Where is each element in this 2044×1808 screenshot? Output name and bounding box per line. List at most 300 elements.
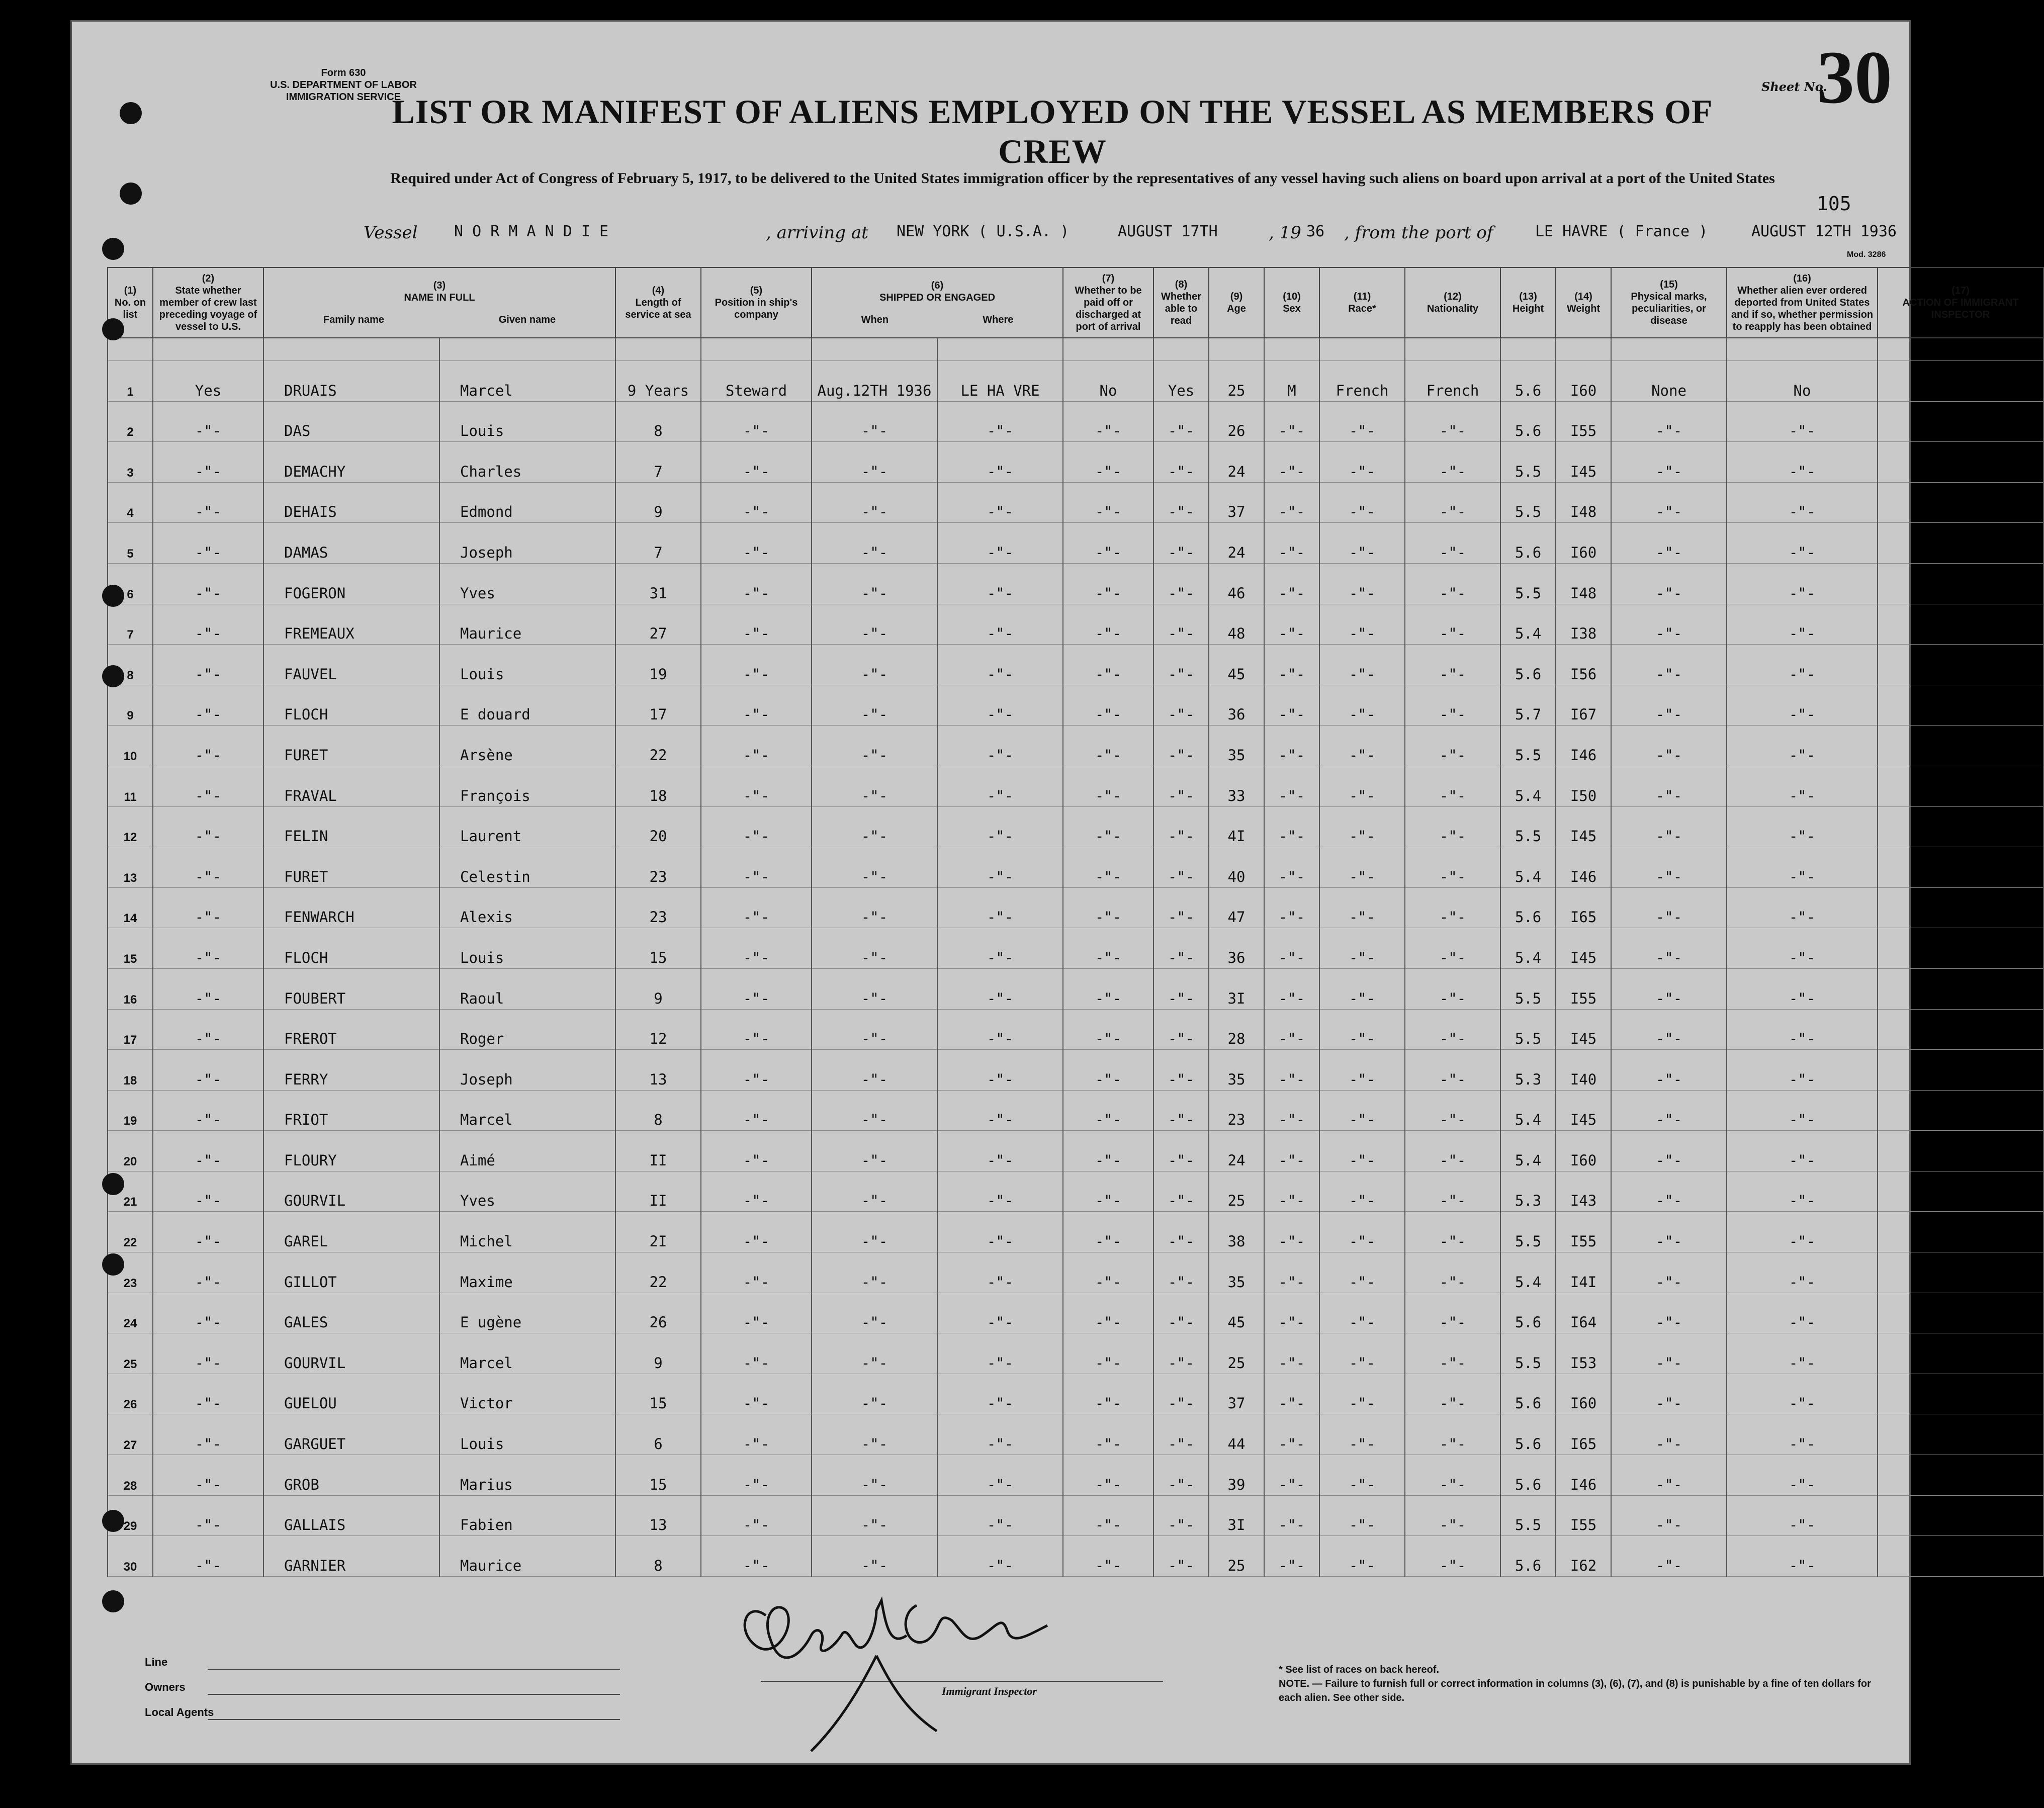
- weight-cell: I55: [1556, 401, 1611, 442]
- service-cell: 9 Years: [615, 361, 701, 402]
- family-name-cell: GARNIER: [263, 1536, 439, 1577]
- inspector-action-cell: [1878, 1414, 2043, 1455]
- sex-cell: M: [1264, 361, 1319, 402]
- family-name-cell: GROB: [263, 1455, 439, 1496]
- height-cell: 5.6: [1500, 1455, 1556, 1496]
- height-cell: 5.3: [1500, 1171, 1556, 1212]
- family-name-cell: FENWARCH: [263, 887, 439, 928]
- nationality-cell: -"-: [1405, 1536, 1500, 1577]
- physical-marks-cell: -"-: [1611, 442, 1727, 483]
- table-row: [108, 1212, 2043, 1252]
- age-cell: 33: [1209, 766, 1264, 806]
- nationality-cell: -"-: [1405, 968, 1500, 1009]
- weight-cell: I60: [1556, 1374, 1611, 1414]
- row-number-cell: 30: [108, 1536, 153, 1577]
- shipped-when-cell: -"-: [812, 806, 937, 847]
- table-row: [108, 1009, 2043, 1050]
- service-cell: 22: [615, 726, 701, 766]
- row-number-cell: 28: [108, 1455, 153, 1496]
- physical-marks-cell: -"-: [1611, 1455, 1727, 1496]
- column-number: (6): [931, 280, 944, 291]
- able-to-read-cell: -"-: [1153, 928, 1209, 969]
- age-cell: 36: [1209, 928, 1264, 969]
- spacer-row: [108, 338, 2043, 361]
- age-cell: 44: [1209, 1414, 1264, 1455]
- given-name-cell: Louis: [439, 645, 615, 685]
- height-cell: 5.6: [1500, 887, 1556, 928]
- column-header: [615, 267, 701, 338]
- prev-voyage-cell: -"-: [153, 928, 263, 969]
- age-cell: 4I: [1209, 806, 1264, 847]
- shipped-when-cell: -"-: [812, 847, 937, 888]
- sex-cell: -"-: [1264, 1171, 1319, 1212]
- column-header: [1405, 267, 1500, 338]
- paid-off-cell: -"-: [1063, 1293, 1153, 1333]
- position-cell: -"-: [701, 847, 812, 888]
- page-title: LIST OR MANIFEST OF ALIENS EMPLOYED ON THE VESSEL AS MEMBERS OF CREW: [392, 93, 1713, 170]
- sex-cell: -"-: [1264, 1009, 1319, 1050]
- family-name-cell: GOURVIL: [263, 1171, 439, 1212]
- able-to-read-cell: -"-: [1153, 1131, 1209, 1171]
- weight-cell: I46: [1556, 1455, 1611, 1496]
- column-number: (5): [750, 285, 763, 296]
- given-name-cell: E douard: [439, 685, 615, 726]
- inspector-action-cell: [1878, 1090, 2043, 1131]
- shipped-when-cell: -"-: [812, 928, 937, 969]
- arriving-label: , arriving at: [766, 223, 868, 243]
- able-to-read-cell: -"-: [1153, 1536, 1209, 1577]
- weight-cell: I60: [1556, 523, 1611, 564]
- column-number: (8): [1175, 279, 1188, 290]
- column-header: [1611, 267, 1727, 338]
- column-header: [1500, 267, 1556, 338]
- row-number-cell: 21: [108, 1171, 153, 1212]
- inspector-action-cell: [1878, 685, 2043, 726]
- service-cell: 26: [615, 1293, 701, 1333]
- service-cell: 6: [615, 1414, 701, 1455]
- table-row: [108, 1495, 2043, 1536]
- race-cell: -"-: [1319, 1131, 1405, 1171]
- height-cell: 5.5: [1500, 1009, 1556, 1050]
- arriving-port: NEW YORK ( U.S.A. ): [897, 223, 1070, 240]
- shipped-where-cell: LE HA VRE: [937, 361, 1063, 402]
- race-cell: -"-: [1319, 968, 1405, 1009]
- family-name-cell: FURET: [263, 726, 439, 766]
- weight-cell: I55: [1556, 968, 1611, 1009]
- form-number: Form 630: [321, 67, 366, 78]
- column-label: Length of service at sea: [625, 297, 691, 320]
- spacer-cell: [1878, 338, 2043, 361]
- position-cell: -"-: [701, 442, 812, 483]
- prev-voyage-cell: -"-: [153, 563, 263, 604]
- inspector-action-cell: [1878, 523, 2043, 564]
- shipped-when-cell: -"-: [812, 1009, 937, 1050]
- age-cell: 35: [1209, 726, 1264, 766]
- spacer-cell: [1611, 338, 1727, 361]
- deported-cell: -"-: [1727, 928, 1878, 969]
- shipped-where-cell: -"-: [937, 1455, 1063, 1496]
- vessel-line: [364, 223, 1912, 248]
- paid-off-cell: -"-: [1063, 887, 1153, 928]
- row-number-cell: 3: [108, 442, 153, 483]
- weight-cell: I43: [1556, 1171, 1611, 1212]
- physical-marks-cell: -"-: [1611, 563, 1727, 604]
- service-cell: 8: [615, 1536, 701, 1577]
- race-cell: -"-: [1319, 1212, 1405, 1252]
- weight-cell: I55: [1556, 1212, 1611, 1252]
- paid-off-cell: -"-: [1063, 563, 1153, 604]
- spacer-cell: [1319, 338, 1405, 361]
- position-cell: -"-: [701, 1009, 812, 1050]
- table-row: [108, 1252, 2043, 1293]
- service-cell: 15: [615, 1455, 701, 1496]
- age-cell: 37: [1209, 1374, 1264, 1414]
- spacer-cell: [439, 338, 615, 361]
- table-row: [108, 1090, 2043, 1131]
- column-number: (3): [433, 280, 446, 291]
- sex-cell: -"-: [1264, 685, 1319, 726]
- service-cell: 9: [615, 1333, 701, 1374]
- age-cell: 24: [1209, 1131, 1264, 1171]
- physical-marks-cell: -"-: [1611, 1131, 1727, 1171]
- shipped-when-cell: -"-: [812, 523, 937, 564]
- column-header: [1878, 267, 2043, 338]
- deported-cell: -"-: [1727, 1374, 1878, 1414]
- family-name-cell: DAMAS: [263, 523, 439, 564]
- weight-cell: I38: [1556, 604, 1611, 645]
- column-label: Age: [1227, 303, 1246, 314]
- service-name: IMMIGRATION SERVICE: [286, 92, 401, 103]
- prev-voyage-cell: -"-: [153, 1212, 263, 1252]
- inspector-action-cell: [1878, 645, 2043, 685]
- spacer-cell: [108, 338, 153, 361]
- inspector-action-cell: [1878, 847, 2043, 888]
- deported-cell: -"-: [1727, 645, 1878, 685]
- from-label: , from the port of: [1344, 223, 1493, 243]
- family-name-cell: FLOCH: [263, 928, 439, 969]
- table-row: [108, 1293, 2043, 1333]
- paid-off-cell: -"-: [1063, 1050, 1153, 1091]
- given-name-cell: Alexis: [439, 887, 615, 928]
- position-cell: -"-: [701, 1212, 812, 1252]
- physical-marks-cell: -"-: [1611, 968, 1727, 1009]
- height-cell: 5.5: [1500, 563, 1556, 604]
- sex-cell: -"-: [1264, 1374, 1319, 1414]
- able-to-read-cell: -"-: [1153, 766, 1209, 806]
- prev-voyage-cell: -"-: [153, 1293, 263, 1333]
- deported-cell: -"-: [1727, 847, 1878, 888]
- given-name-cell: Louis: [439, 401, 615, 442]
- table-row: [108, 806, 2043, 847]
- service-cell: 13: [615, 1050, 701, 1091]
- table-header: [108, 267, 2043, 338]
- shipped-when-cell: -"-: [812, 1131, 937, 1171]
- column-number: (10): [1283, 291, 1301, 302]
- service-cell: 9: [615, 968, 701, 1009]
- nationality-cell: -"-: [1405, 1212, 1500, 1252]
- race-cell: -"-: [1319, 928, 1405, 969]
- shipped-when-cell: -"-: [812, 1455, 937, 1496]
- spacer-cell: [937, 338, 1063, 361]
- race-cell: -"-: [1319, 523, 1405, 564]
- weight-cell: I60: [1556, 361, 1611, 402]
- physical-marks-cell: -"-: [1611, 1536, 1727, 1577]
- paid-off-cell: -"-: [1063, 766, 1153, 806]
- shipped-where-cell: -"-: [937, 806, 1063, 847]
- given-name-cell: Joseph: [439, 523, 615, 564]
- able-to-read-cell: -"-: [1153, 806, 1209, 847]
- shipped-when-cell: -"-: [812, 1050, 937, 1091]
- physical-marks-cell: -"-: [1611, 847, 1727, 888]
- column-label: Race*: [1348, 303, 1376, 314]
- prev-voyage-cell: -"-: [153, 1495, 263, 1536]
- sex-cell: -"-: [1264, 401, 1319, 442]
- spacer-cell: [812, 338, 937, 361]
- subtitle: Required under Act of Congress of February 5, 1917, to be delivered to the United States immigration officer by the representatives of any vessel having such aliens on board upon arrival at a port of the United States: [390, 170, 1775, 187]
- race-cell: -"-: [1319, 1455, 1405, 1496]
- row-number-cell: 15: [108, 928, 153, 969]
- family-name-cell: GALLAIS: [263, 1495, 439, 1536]
- column-label: ACTION OF IMMIGRANT INSPECTOR: [1902, 297, 2019, 320]
- column-header: [153, 267, 263, 338]
- table-row: [108, 1374, 2043, 1414]
- family-name-cell: GALES: [263, 1293, 439, 1333]
- service-cell: II: [615, 1171, 701, 1212]
- able-to-read-cell: -"-: [1153, 968, 1209, 1009]
- height-cell: 5.4: [1500, 604, 1556, 645]
- deported-cell: -"-: [1727, 1495, 1878, 1536]
- deported-cell: -"-: [1727, 563, 1878, 604]
- weight-cell: I50: [1556, 766, 1611, 806]
- nationality-cell: -"-: [1405, 523, 1500, 564]
- year-label: , 19: [1269, 223, 1301, 243]
- height-cell: 5.4: [1500, 1252, 1556, 1293]
- able-to-read-cell: -"-: [1153, 1090, 1209, 1131]
- able-to-read-cell: -"-: [1153, 887, 1209, 928]
- physical-marks-cell: -"-: [1611, 1293, 1727, 1333]
- table-row: [108, 563, 2043, 604]
- shipped-where-cell: -"-: [937, 928, 1063, 969]
- spacer-cell: [1063, 338, 1153, 361]
- paid-off-cell: -"-: [1063, 1212, 1153, 1252]
- race-cell: -"-: [1319, 401, 1405, 442]
- race-cell: -"-: [1319, 482, 1405, 523]
- family-name-cell: DEHAIS: [263, 482, 439, 523]
- service-cell: 7: [615, 442, 701, 483]
- age-cell: 48: [1209, 604, 1264, 645]
- sex-cell: -"-: [1264, 1455, 1319, 1496]
- shipped-when-cell: -"-: [812, 442, 937, 483]
- shipped-where-cell: -"-: [937, 1171, 1063, 1212]
- prev-voyage-cell: -"-: [153, 523, 263, 564]
- physical-marks-cell: -"-: [1611, 806, 1727, 847]
- agents-label: Local Agents: [145, 1706, 214, 1719]
- service-cell: 8: [615, 1090, 701, 1131]
- service-cell: 27: [615, 604, 701, 645]
- shipped-where-cell: -"-: [937, 1495, 1063, 1536]
- weight-cell: I45: [1556, 806, 1611, 847]
- position-cell: -"-: [701, 1374, 812, 1414]
- punch-hole: [102, 1510, 124, 1532]
- weight-cell: I65: [1556, 1414, 1611, 1455]
- shipped-when-cell: -"-: [812, 887, 937, 928]
- sex-cell: -"-: [1264, 1050, 1319, 1091]
- table-row: [108, 887, 2043, 928]
- shipped-where-cell: -"-: [937, 1050, 1063, 1091]
- weight-cell: I45: [1556, 928, 1611, 969]
- position-cell: -"-: [701, 645, 812, 685]
- family-name-cell: DEMACHY: [263, 442, 439, 483]
- paid-off-cell: No: [1063, 361, 1153, 402]
- sex-cell: -"-: [1264, 1252, 1319, 1293]
- column-number: (12): [1444, 291, 1462, 302]
- age-cell: 23: [1209, 1090, 1264, 1131]
- deported-cell: -"-: [1727, 1009, 1878, 1050]
- sex-cell: -"-: [1264, 442, 1319, 483]
- paid-off-cell: -"-: [1063, 685, 1153, 726]
- height-cell: 5.4: [1500, 1090, 1556, 1131]
- column-subheader: Family name: [323, 314, 385, 325]
- spacer-cell: [1264, 338, 1319, 361]
- spacer-cell: [1209, 338, 1264, 361]
- physical-marks-cell: -"-: [1611, 482, 1727, 523]
- position-cell: -"-: [701, 968, 812, 1009]
- family-name-cell: GAREL: [263, 1212, 439, 1252]
- nationality-cell: -"-: [1405, 1293, 1500, 1333]
- deported-cell: -"-: [1727, 482, 1878, 523]
- prev-voyage-cell: -"-: [153, 1374, 263, 1414]
- crew-table-wrap: [107, 267, 2019, 1577]
- line-label: Line: [145, 1656, 168, 1668]
- shipped-where-cell: -"-: [937, 726, 1063, 766]
- family-name-cell: GUELOU: [263, 1374, 439, 1414]
- mod-number: Mod. 3286: [1847, 250, 1886, 259]
- age-cell: 26: [1209, 401, 1264, 442]
- sheet-number: 30: [1817, 36, 1892, 119]
- deported-cell: -"-: [1727, 1333, 1878, 1374]
- position-cell: -"-: [701, 1050, 812, 1091]
- nationality-cell: -"-: [1405, 726, 1500, 766]
- physical-marks-cell: -"-: [1611, 604, 1727, 645]
- race-cell: -"-: [1319, 1414, 1405, 1455]
- age-cell: 35: [1209, 1252, 1264, 1293]
- prev-voyage-cell: -"-: [153, 887, 263, 928]
- able-to-read-cell: -"-: [1153, 685, 1209, 726]
- row-number-cell: 18: [108, 1050, 153, 1091]
- nationality-cell: -"-: [1405, 847, 1500, 888]
- paid-off-cell: -"-: [1063, 1333, 1153, 1374]
- nationality-cell: -"-: [1405, 887, 1500, 928]
- spacer-cell: [153, 338, 263, 361]
- family-name-cell: DAS: [263, 401, 439, 442]
- able-to-read-cell: -"-: [1153, 1495, 1209, 1536]
- race-cell: -"-: [1319, 766, 1405, 806]
- deported-cell: -"-: [1727, 1536, 1878, 1577]
- given-name-cell: Yves: [439, 1171, 615, 1212]
- sex-cell: -"-: [1264, 523, 1319, 564]
- height-cell: 5.6: [1500, 361, 1556, 402]
- deported-cell: -"-: [1727, 766, 1878, 806]
- weight-cell: I48: [1556, 482, 1611, 523]
- shipped-when-cell: -"-: [812, 401, 937, 442]
- position-cell: Steward: [701, 361, 812, 402]
- inspector-action-cell: [1878, 1455, 2043, 1496]
- weight-cell: I46: [1556, 847, 1611, 888]
- row-number-cell: 19: [108, 1090, 153, 1131]
- physical-marks-cell: -"-: [1611, 928, 1727, 969]
- service-cell: 22: [615, 1252, 701, 1293]
- physical-marks-cell: -"-: [1611, 401, 1727, 442]
- column-header: [1209, 267, 1264, 338]
- service-cell: 9: [615, 482, 701, 523]
- given-name-cell: Joseph: [439, 1050, 615, 1091]
- height-cell: 5.6: [1500, 645, 1556, 685]
- deported-cell: -"-: [1727, 1050, 1878, 1091]
- line-field: [208, 1669, 620, 1670]
- nationality-cell: -"-: [1405, 1090, 1500, 1131]
- position-cell: -"-: [701, 1293, 812, 1333]
- race-cell: -"-: [1319, 1252, 1405, 1293]
- shipped-where-cell: -"-: [937, 645, 1063, 685]
- column-number: (1): [124, 285, 137, 296]
- inspector-action-cell: [1878, 1212, 2043, 1252]
- table-row: [108, 1455, 2043, 1496]
- physical-marks-cell: -"-: [1611, 1374, 1727, 1414]
- agents-field: [208, 1719, 620, 1720]
- given-name-cell: Louis: [439, 928, 615, 969]
- race-cell: -"-: [1319, 1090, 1405, 1131]
- position-cell: -"-: [701, 523, 812, 564]
- shipped-when-cell: -"-: [812, 766, 937, 806]
- weight-cell: I55: [1556, 1495, 1611, 1536]
- prev-voyage-cell: -"-: [153, 968, 263, 1009]
- service-cell: 18: [615, 766, 701, 806]
- physical-marks-cell: -"-: [1611, 645, 1727, 685]
- column-label: SHIPPED OR ENGAGED: [879, 292, 996, 303]
- service-cell: 19: [615, 645, 701, 685]
- position-cell: -"-: [701, 1171, 812, 1212]
- given-name-cell: Maxime: [439, 1252, 615, 1293]
- race-cell: -"-: [1319, 1374, 1405, 1414]
- physical-marks-cell: -"-: [1611, 1212, 1727, 1252]
- family-name-cell: FLOURY: [263, 1131, 439, 1171]
- shipped-when-cell: -"-: [812, 1495, 937, 1536]
- race-cell: -"-: [1319, 1050, 1405, 1091]
- sheet-label: Sheet No.: [1761, 79, 1827, 94]
- deported-cell: -"-: [1727, 1131, 1878, 1171]
- paid-off-cell: -"-: [1063, 968, 1153, 1009]
- height-cell: 5.3: [1500, 1050, 1556, 1091]
- race-cell: French: [1319, 361, 1405, 402]
- paid-off-cell: -"-: [1063, 645, 1153, 685]
- race-cell: -"-: [1319, 1495, 1405, 1536]
- height-cell: 5.4: [1500, 847, 1556, 888]
- given-name-cell: Aimé: [439, 1131, 615, 1171]
- nationality-cell: -"-: [1405, 766, 1500, 806]
- nationality-cell: -"-: [1405, 645, 1500, 685]
- table-row: [108, 1171, 2043, 1212]
- inspector-action-cell: [1878, 887, 2043, 928]
- prev-voyage-cell: -"-: [153, 401, 263, 442]
- height-cell: 5.5: [1500, 1333, 1556, 1374]
- header-row: [108, 267, 2043, 338]
- nationality-cell: -"-: [1405, 482, 1500, 523]
- deported-cell: -"-: [1727, 685, 1878, 726]
- shipped-when-cell: -"-: [812, 1252, 937, 1293]
- prev-voyage-cell: -"-: [153, 645, 263, 685]
- position-cell: -"-: [701, 1090, 812, 1131]
- prev-voyage-cell: -"-: [153, 685, 263, 726]
